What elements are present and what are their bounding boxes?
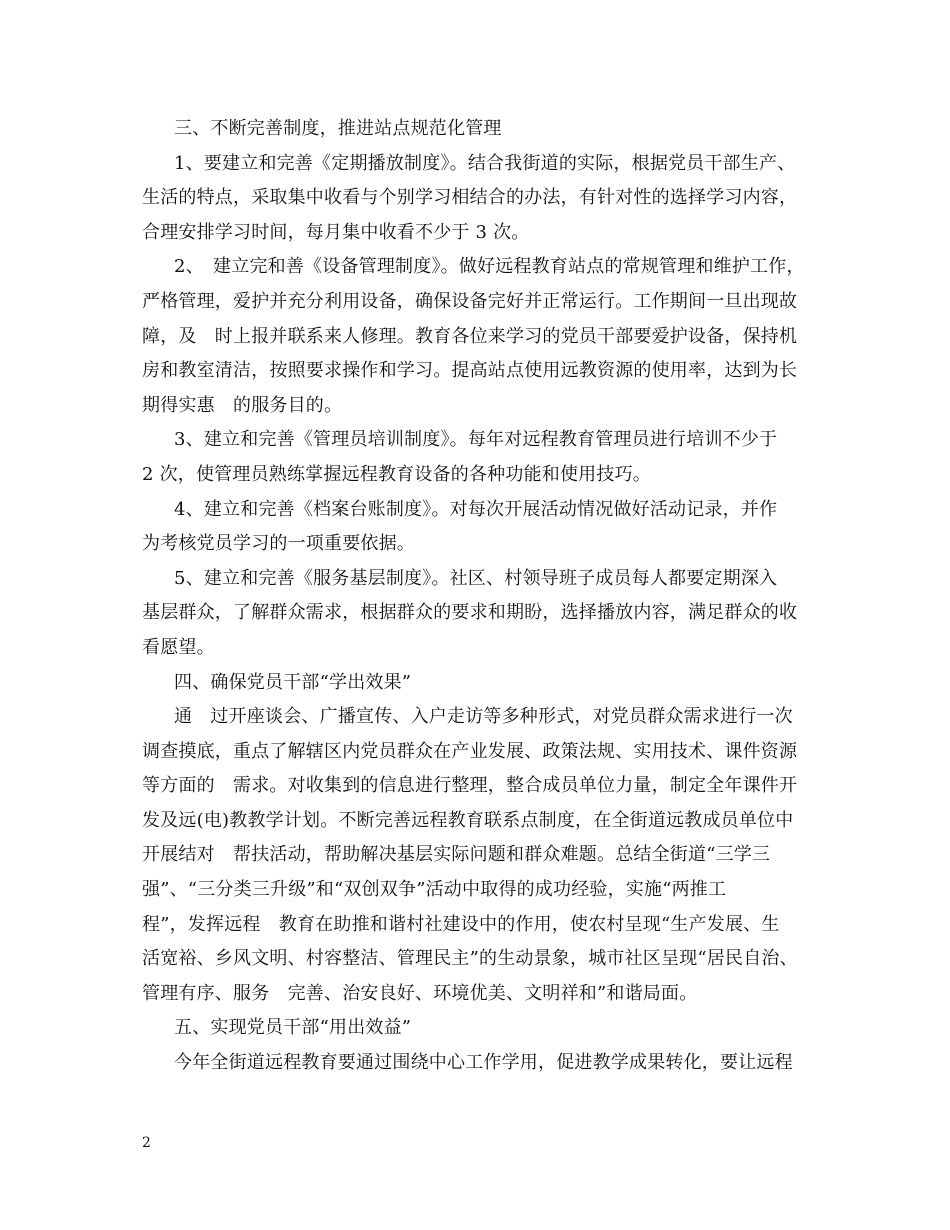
text-line: 4、建立和完善《档案台账制度》。对每次开展活动情况做好活动记录，并作 [174,498,778,520]
text-line: 障，及 时上报并联系来人修理。教育各位来学习的党员干部要爱护设备，保持机 [142,325,798,347]
section-heading: 三、不断完善制度，推进站点规范化管理 [174,118,502,139]
text-line: 1、要建立和完善《定期播放制度》。结合我街道的实际，根据党员干部生产、 [174,152,796,174]
section-heading: 四、确保党员干部“学出效果” [174,671,412,693]
text-line: 发及远(电)教教学计划。不断完善远程教育联系点制度，在全街道远教成员单位中 [142,809,794,831]
page-number: 2 [142,1135,151,1151]
text-line: 严格管理，爱护并充分利用设备，确保设备完好并正常运行。工作期间一旦出现故 [142,290,798,312]
text-line: 程”，发挥远程 教育在助推和谐村社建设中的作用，使农村呈现“生产发展、生 [142,913,780,935]
text-line: 今年全街道远程教育要通过围绕中心工作学用，促进教学成果转化，要让远程 [174,1052,793,1074]
document-body [142,112,822,1081]
text-line: 活宽裕、乡风文明、村容整洁、管理民主”的生动景象，城市社区呈现“居民自治、 [142,948,798,970]
text-line: 合理安排学习时间，每月集中收看不少于 3 次。 [142,221,530,243]
text-line: 期得实惠 的服务目的。 [142,394,343,416]
text-line: 看愿望。 [142,636,215,658]
section-heading: 五、实现党员干部“用出效益” [174,1017,412,1039]
text-line: 2 次，使管理员熟练掌握远程教育设备的各种功能和使用技巧。 [142,463,651,485]
text-line: 基层群众，了解群众需求，根据群众的要求和期盼，选择播放内容，满足群众的收 [142,602,798,624]
text-line: 调查摸底，重点了解辖区内党员群众在产业发展、政策法规、实用技术、课件资源 [142,740,798,762]
text-line: 强”、“三分类三升级”和“双创双争”活动中取得的成功经验，实施“两推工 [142,879,727,901]
text-line: 5、建立和完善《服务基层制度》。社区、村领导班子成员每人都要定期深入 [174,567,778,589]
text-line: 3、建立和完善《管理员培训制度》。每年对远程教育管理员进行培训不少于 [174,429,778,451]
text-line: 开展结对 帮扶活动，帮助解决基层实际问题和群众难题。总结全街道“三学三 [142,844,771,866]
text-line: 通 过开座谈会、广播宣传、入户走访等多种形式，对党员群众需求进行一次 [174,706,793,728]
text-line: 2、 建立完和善《设备管理制度》。做好远程教育站点的常规管理和维护工作， [174,256,805,278]
text-line: 管理有序、服务 完善、治安良好、环境优美、文明祥和”和谐局面。 [142,982,698,1004]
text-line: 房和教室清洁，按照要求操作和学习。提高站点使用远教资源的使用率，达到为长 [142,360,798,382]
text-line: 等方面的 需求。对收集到的信息进行整理，整合成员单位力量，制定全年课件开 [142,775,798,797]
text-line: 为考核党员学习的一项重要依据。 [142,533,415,555]
text-line: 生活的特点，采取集中收看与个别学习相结合的办法，有针对性的选择学习内容， [142,187,798,209]
